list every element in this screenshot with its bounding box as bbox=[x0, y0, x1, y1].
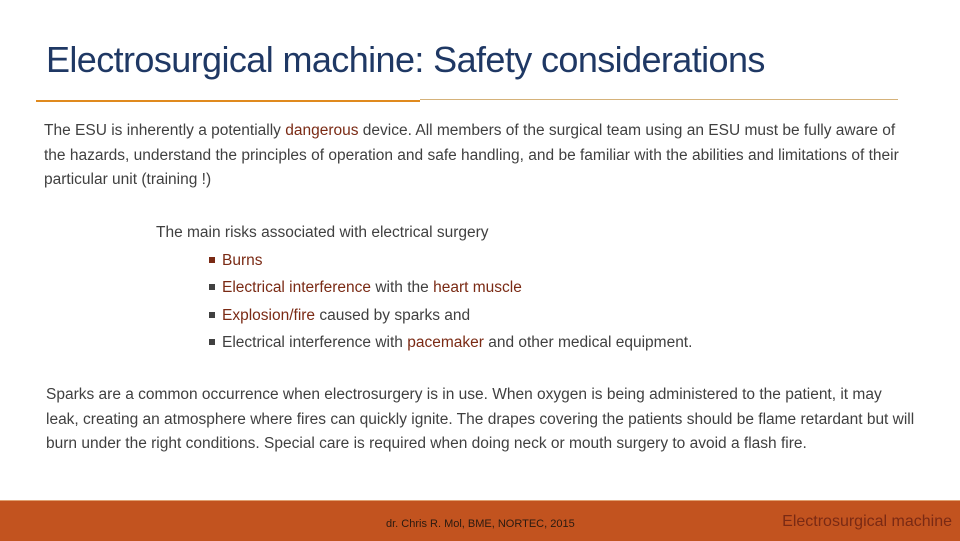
risk-item-heart-interference bbox=[209, 274, 876, 302]
footer-bar bbox=[0, 500, 960, 541]
title-underline bbox=[420, 99, 898, 100]
square-bullet-icon bbox=[209, 257, 215, 263]
risk-label: Electrical interference bbox=[222, 279, 372, 296]
risk-highlight-heart-muscle: heart muscle bbox=[433, 279, 522, 296]
risk-label: Burns bbox=[222, 251, 263, 269]
risk-item-pacemaker bbox=[209, 329, 876, 357]
intro-highlight-dangerous: dangerous bbox=[285, 122, 359, 139]
square-bullet-icon bbox=[209, 284, 215, 290]
risk-item-explosion bbox=[209, 302, 876, 330]
title-underline-accent bbox=[36, 100, 420, 102]
intro-text-end: device. All members of the surgical team using an ESU must be fully aware of the hazards, understand the principles of operation and safe handling, and be familiar with the abilities and limitations of their particular unit (training !) bbox=[44, 122, 899, 188]
intro-text-start: The ESU is inherently a potentially bbox=[44, 122, 286, 139]
risk-item-burns bbox=[209, 247, 876, 275]
risks-heading: The main risks associated with electrical surgery bbox=[156, 224, 489, 241]
risk-text: Electrical interference with bbox=[222, 334, 408, 351]
slide-title: Electrosurgical machine: Safety considerations bbox=[46, 39, 765, 80]
risk-text-tail: and other medical equipment. bbox=[483, 334, 693, 351]
risk-text: with the bbox=[371, 279, 434, 296]
intro-paragraph bbox=[44, 119, 904, 193]
footer-topic: Electrosurgical machine bbox=[782, 513, 952, 530]
risk-list bbox=[156, 247, 876, 357]
square-bullet-icon bbox=[209, 312, 215, 318]
risk-highlight-pacemaker: pacemaker bbox=[407, 334, 484, 351]
sparks-paragraph: Sparks are a common occurrence when electrosurgery is in use. When oxygen is being administered to the patient, it may leak, creating an atmosphere where fires can quickly ignite. The drapes covering the patients should be flame retardant but will burn under the right conditions. Special care is required when doing neck or mouth surgery to avoid a flash fire. bbox=[46, 386, 915, 452]
footer-credit: dr. Chris R. Mol, BME, NORTEC, 2015 bbox=[386, 518, 575, 530]
risk-label: Explosion/fire bbox=[222, 306, 316, 324]
risks-section bbox=[156, 219, 876, 357]
risk-text: caused by sparks and bbox=[315, 306, 471, 324]
square-bullet-icon bbox=[209, 339, 215, 345]
